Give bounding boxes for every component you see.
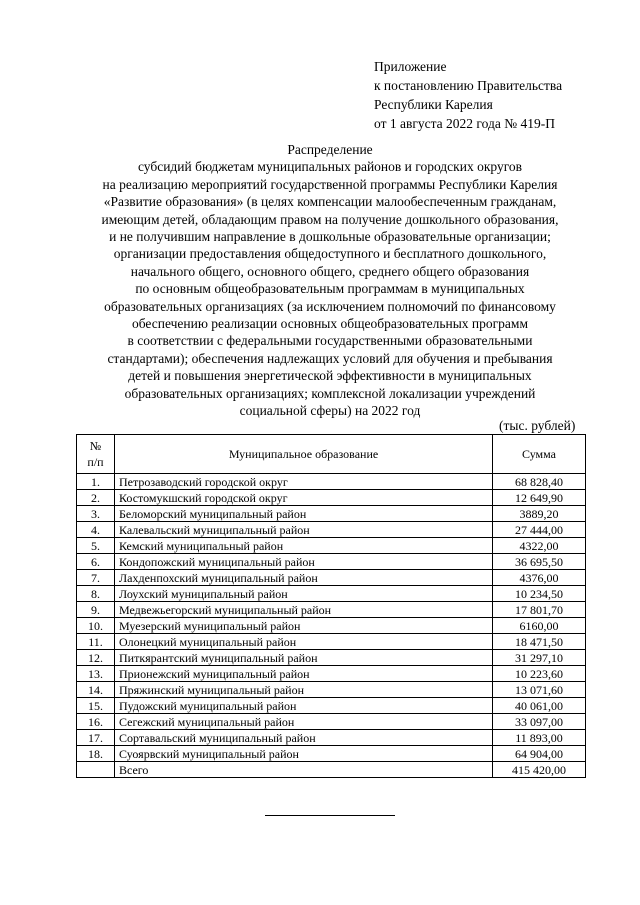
row-number: 9.	[77, 602, 115, 618]
table-body	[77, 474, 586, 778]
table-row	[77, 730, 586, 746]
heading-line: стандартами); обеспечения надлежащих условий для обучения и пребывания	[107, 350, 553, 366]
total-label: Всего	[115, 762, 493, 778]
heading-line: детей и повышения энергетической эффективности в муниципальных	[128, 368, 532, 384]
row-municipality: Сортавальский муниципальный район	[115, 730, 493, 746]
row-municipality: Пряжинский муниципальный район	[115, 682, 493, 698]
row-sum: 68 828,40	[493, 474, 586, 490]
row-number: 15.	[77, 698, 115, 714]
total-sum: 415 420,00	[493, 762, 586, 778]
row-sum: 11 893,00	[493, 730, 586, 746]
total-number-cell	[77, 762, 115, 778]
row-number: 1.	[77, 474, 115, 490]
row-number: 6.	[77, 554, 115, 570]
row-municipality: Лахденпохский муниципальный район	[115, 570, 493, 586]
heading-line: обеспечению реализации основных общеобразовательных программ	[131, 316, 529, 332]
row-municipality: Сегежский муниципальный район	[115, 714, 493, 730]
row-sum: 6160,00	[493, 618, 586, 634]
row-number: 10.	[77, 618, 115, 634]
units-label: (тыс. рублей)	[499, 418, 576, 433]
table-row	[77, 714, 586, 730]
table-row	[77, 618, 586, 634]
table-row	[77, 570, 586, 586]
row-municipality: Кондопожский муниципальный район	[115, 554, 493, 570]
row-municipality: Прионежский муниципальный район	[115, 666, 493, 682]
row-sum: 10 234,50	[493, 586, 586, 602]
row-number: 11.	[77, 634, 115, 650]
table-row	[77, 474, 586, 490]
heading-line: образовательных организациях (за исключением полномочий по финансовому	[104, 298, 556, 314]
table-row	[77, 522, 586, 538]
row-number: 3.	[77, 506, 115, 522]
row-sum: 3889,20	[493, 506, 586, 522]
row-number: 13.	[77, 666, 115, 682]
heading-line: организации предоставления общедоступного и бесплатного дошкольного,	[113, 246, 547, 262]
header-number-line1: №	[89, 439, 102, 453]
appendix-line: Приложение	[374, 59, 447, 74]
row-sum: 27 444,00	[493, 522, 586, 538]
row-municipality: Медвежьегорский муниципальный район	[115, 602, 493, 618]
heading-line: и не получившим направление в дошкольные образовательные организации;	[109, 229, 551, 245]
subsidy-table	[76, 434, 586, 778]
table-row	[77, 538, 586, 554]
row-number: 17.	[77, 730, 115, 746]
row-municipality: Пудожский муниципальный район	[115, 698, 493, 714]
appendix-line: к постановлению Правительства	[374, 78, 563, 93]
document-heading	[60, 141, 600, 420]
table-row	[77, 650, 586, 666]
footer-divider	[265, 815, 395, 816]
row-municipality: Беломорский муниципальный район	[115, 506, 493, 522]
row-number: 8.	[77, 586, 115, 602]
row-sum: 13 071,60	[493, 682, 586, 698]
row-sum: 33 097,00	[493, 714, 586, 730]
heading-line: образовательных организациях; комплексной локализации учреждений	[124, 385, 536, 401]
table-row	[77, 490, 586, 506]
heading-line: в соответствии с федеральными государственными образовательными	[127, 333, 533, 349]
row-number: 14.	[77, 682, 115, 698]
appendix-block	[374, 57, 562, 133]
table-row	[77, 698, 586, 714]
row-sum: 17 801,70	[493, 602, 586, 618]
row-municipality: Калевальский муниципальный район	[115, 522, 493, 538]
header-number	[77, 435, 115, 474]
row-number: 12.	[77, 650, 115, 666]
row-sum: 4376,00	[493, 570, 586, 586]
table-row	[77, 666, 586, 682]
row-sum: 12 649,90	[493, 490, 586, 506]
row-number: 5.	[77, 538, 115, 554]
row-sum: 18 471,50	[493, 634, 586, 650]
row-number: 7.	[77, 570, 115, 586]
row-municipality: Петрозаводский городской округ	[115, 474, 493, 490]
row-number: 16.	[77, 714, 115, 730]
row-number: 18.	[77, 746, 115, 762]
heading-line: Распределение	[287, 142, 373, 157]
table-row	[77, 682, 586, 698]
row-municipality: Кемский муниципальный район	[115, 538, 493, 554]
table-row	[77, 586, 586, 602]
row-municipality: Питкярантский муниципальный район	[115, 650, 493, 666]
table-row	[77, 746, 586, 762]
row-municipality: Суоярвский муниципальный район	[115, 746, 493, 762]
total-row	[77, 762, 586, 778]
table-row	[77, 554, 586, 570]
table-row	[77, 506, 586, 522]
table-header-row	[77, 435, 586, 474]
heading-line: начального общего, основного общего, среднего общего образования	[130, 263, 530, 279]
row-number: 4.	[77, 522, 115, 538]
row-sum: 36 695,50	[493, 554, 586, 570]
table-row	[77, 602, 586, 618]
row-municipality: Олонецкий муниципальный район	[115, 634, 493, 650]
row-sum: 31 297,10	[493, 650, 586, 666]
heading-line: имеющим детей, обладающим правом на получение дошкольного образования,	[101, 211, 559, 227]
heading-line: по основным общеобразовательным программам в муниципальных	[135, 281, 525, 297]
heading-line: социальной сферы) на 2022 год	[239, 403, 421, 419]
header-number-line2: п/п	[87, 455, 104, 469]
header-sum: Сумма	[493, 435, 586, 474]
row-municipality: Лоухский муниципальный район	[115, 586, 493, 602]
header-municipality: Муниципальное образование	[115, 435, 493, 474]
heading-line: «Развитие образования» (в целях компенсации малообеспеченным гражданам,	[103, 194, 557, 210]
row-municipality: Костомукшский городской округ	[115, 490, 493, 506]
appendix-line: Республики Карелия	[374, 97, 493, 112]
heading-line: субсидий бюджетам муниципальных районов и городских округов	[137, 159, 523, 175]
table-row	[77, 634, 586, 650]
row-sum: 40 061,00	[493, 698, 586, 714]
appendix-line: от 1 августа 2022 года № 419-П	[374, 116, 555, 131]
row-sum: 64 904,00	[493, 746, 586, 762]
row-sum: 10 223,60	[493, 666, 586, 682]
row-number: 2.	[77, 490, 115, 506]
heading-line: на реализацию мероприятий государственной программы Республики Карелия	[102, 176, 558, 192]
row-municipality: Муезерский муниципальный район	[115, 618, 493, 634]
row-sum: 4322,00	[493, 538, 586, 554]
